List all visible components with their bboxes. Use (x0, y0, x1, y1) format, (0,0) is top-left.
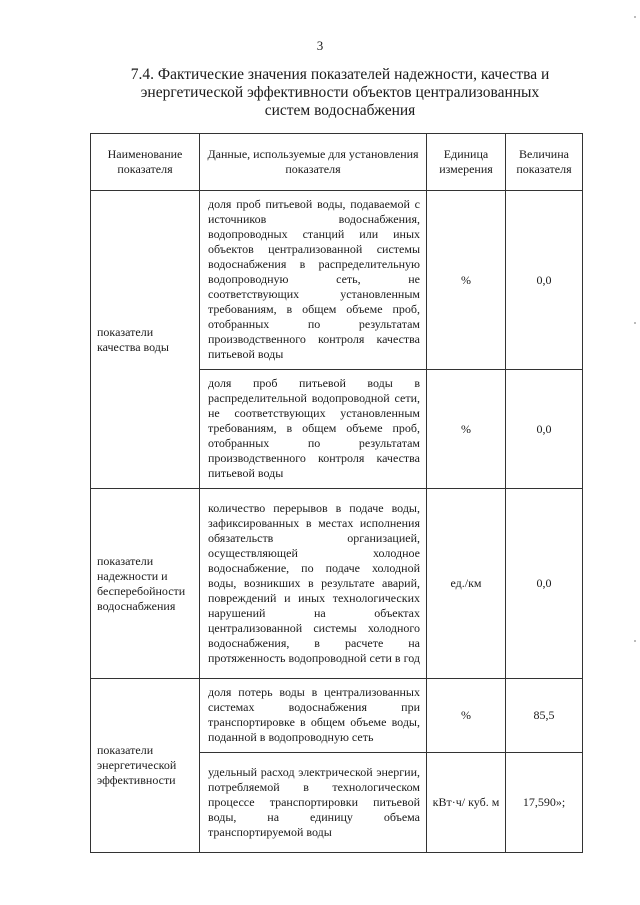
row-description: доля проб питьевой воды, подаваемой с источников водоснабжения, водопроводных станций или иных объектов централизованной системы водоснабжения в распределительную водопроводную сеть, не соответствующих установленным требованиям, в общем объеме проб, отобранных по результатам производственного контроля качества питьевой воды (200, 191, 427, 370)
table-row (91, 191, 583, 370)
section-title-line-2: энергетической эффективности объектов централизованных (140, 84, 540, 101)
section-title (110, 66, 570, 120)
header-value: Величина показателя (506, 134, 583, 191)
indicators-table (90, 133, 583, 853)
table-row (91, 679, 583, 753)
section-title-line-3: систем водоснабжения (264, 102, 416, 119)
row-value: 85,5 (506, 679, 583, 753)
row-unit: % (427, 191, 506, 370)
group-name-energy-efficiency: показатели энергетической эффективности (91, 679, 200, 853)
header-indicator-name: Наименование показателя (91, 134, 200, 191)
row-description: доля потерь воды в централизованных системах водоснабжения при транспортировке в общем объеме воды, поданной в водопроводную сеть (200, 679, 427, 753)
page-number: 3 (316, 38, 324, 53)
row-unit: ед./км (427, 489, 506, 679)
row-unit: % (427, 679, 506, 753)
row-description: доля проб питьевой воды в распределительной водопроводной сети, не соответствующих установленным требованиям, в общем объеме проб, отобранных по результатам производственного контроля качества питьевой воды (200, 370, 427, 489)
row-description: удельный расход электрической энергии, потребляемой в технологическом процессе транспортировки питьевой воды, на единицу объема транспортируемой воды (200, 753, 427, 853)
row-value: 17,590»; (506, 753, 583, 853)
scan-speck (634, 640, 636, 642)
row-value: 0,0 (506, 191, 583, 370)
group-name-reliability: показатели надежности и бесперебойности водоснабжения (91, 489, 200, 679)
header-source-data: Данные, используемые для установления показателя (200, 134, 427, 191)
row-unit: % (427, 370, 506, 489)
table-header-row (91, 134, 583, 191)
scan-speck (634, 322, 636, 324)
section-title-line-1: 7.4. Фактические значения показателей надежности, качества и (130, 66, 550, 83)
row-description: количество перерывов в подаче воды, зафиксированных в местах исполнения обязательств организацией, осуществляющей холодное водоснабжение, по подаче холодной воды, возникших в результате аварий, повреждений и иных технологических нарушений на объектах централизованной системы холодного водоснабжения, в расчете на протяженность водопроводной сети в год (200, 489, 427, 679)
row-value: 0,0 (506, 489, 583, 679)
header-unit: Единица измерения (427, 134, 506, 191)
row-unit: кВт·ч/ куб. м (427, 753, 506, 853)
table-row (91, 489, 583, 679)
group-name-water-quality: показатели качества воды (91, 191, 200, 489)
scan-speck (634, 16, 636, 18)
row-value: 0,0 (506, 370, 583, 489)
